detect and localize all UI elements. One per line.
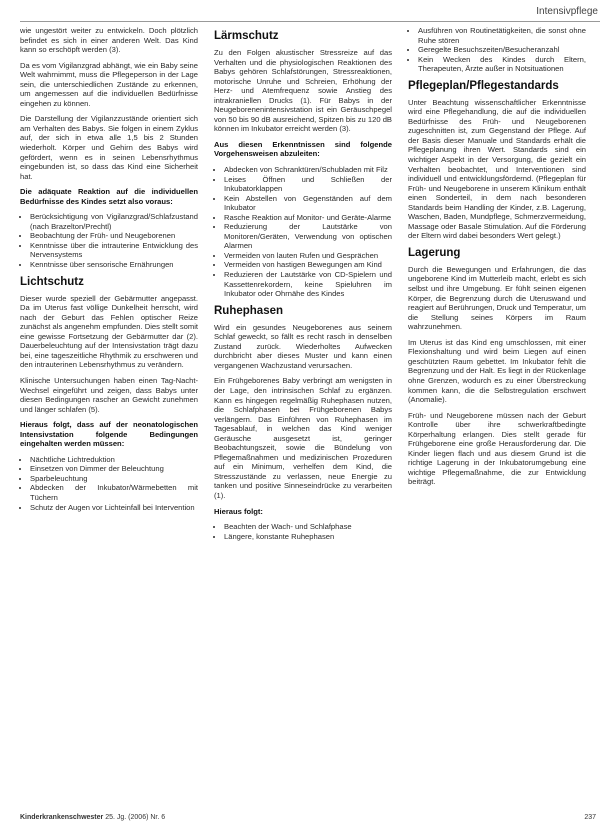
paragraph: Früh- und Neugeborene müssen nach der Geburt Kontrolle über ihre schwerkraftbedingte Körperhaltung erlangen. Dies stellt gerade für Frühgeborene eine große Herausforderung dar. Die Kinder liegen flach und aus diesem Grund ist die richtige Lagerung in der Inkubatorumgebung eine wichtige Pflegemaßnahme, die zur Entwicklung beiträgt. <box>408 410 586 487</box>
heading-lichtschutz: Lichtschutz <box>20 275 84 288</box>
list-item: • Reduzieren der Lautstärke von CD-Spielern und Kassettenrekordern, keine Spieluhren im Inkubator oder Ohrnähe des Kindes <box>224 270 392 299</box>
list-item: • Nächtliche Lichtreduktion <box>30 455 198 465</box>
list-item: • Vermeiden von lauten Rufen und Gesprächen <box>224 251 392 261</box>
footer <box>20 814 165 821</box>
list-item: • Kein Abstellen von Gegenständen auf dem Inkubator <box>224 194 392 213</box>
paragraph: Unter Beachtung wissenschaftlicher Erkenntnisse wird eine Pflegehandlung, die auf die individuellen Bedürfnisse des Früh- und Neugeborenen zugeschnitten ist, zum Gegenstand der Pflege. Auf der Basis dieser Manuale und Standards erhält die Pflegeplanung ihren Wert. Standards sind ein wichtiger Aspekt in der Versorgung, die gezielt ein Verhalten beobachtet, und Interventionen sind individuell und entwicklungsfördernd. (Pflegeplan für Früh- und Neugeborene in unserem Klinikum enthält einen Sonderteil, in dem nach besonderen Standards beim Handling der Kinder, z.B. Lagerung, Waschen, Baden, Mundpflege, Schmerzvermeidung, Massage oder Basale Stimulation. Auf die Förderung der Eltern wird dabei besonders Wert gelegt.) <box>408 97 586 241</box>
heading-laermschutz: Lärmschutz <box>214 30 279 42</box>
list-item: • Schutz der Augen vor Lichteinfall bei Intervention <box>30 503 198 513</box>
list-item: • Kenntnisse über die intrauterine Entwicklung des Nervensystems <box>30 241 198 260</box>
journal-name: Kinderkrankenschwester <box>20 814 104 821</box>
list-item: • Abdecken von Schranktüren/Schubladen mit Filz <box>224 165 392 175</box>
list-item: • Leises Öffnen und Schließen der Inkubatorklappen <box>224 175 392 194</box>
list-item: • Längere, konstante Ruhephasen <box>224 532 392 542</box>
list-item: • Ausführen von Routinetätigkeiten, die sonst ohne Ruhe stören <box>418 26 586 45</box>
list-item: • Beachten der Wach- und Schlafphase <box>224 522 392 532</box>
list-item: • Einsetzen von Dimmer der Beleuchtung <box>30 464 198 474</box>
bullet-list <box>214 165 392 299</box>
heading-ruhephasen: Ruhephasen <box>214 304 284 317</box>
paragraph: Dieser wurde speziell der Gebärmutter angepasst. Da im Uterus fast völlige Dunkelheit herrscht, wird nach der Geburt das Fehlen optischer Reize zunächst als angenehm empfunden. Dies stellt somit eine gewisse Fortsetzung der Gebärmutter dar (2). Dauerbeleuchtung auf der Intensivstation trägt dazu bei, eine tageszeitliche Rhythmik zu erschweren und den intrauterinen Lebensrhythmus zu verändern. <box>20 293 198 370</box>
list-item: • Geregelte Besuchszeiten/Besucheranzahl <box>418 45 586 55</box>
column-right <box>408 26 586 493</box>
lead-paragraph: Hieraus folgt, dass auf der neonatologischen Intensivstation folgende Bedingungen eingehalten werden müssen: <box>20 420 198 449</box>
header-rule <box>20 21 600 22</box>
list-item: • Berücksichtigung von Vigilanzgrad/Schlafzustand (nach Brazelton/Prechtl) <box>30 212 198 231</box>
lead-paragraph: Hieraus folgt: <box>214 506 263 516</box>
issue-info: 25. Jg. (2006) Nr. 6 <box>105 814 166 821</box>
heading-pflegeplan: Pflegeplan/Pflegestandards <box>408 79 559 92</box>
paragraph: Durch die Bewegungen und Erfahrungen, die das ungeborene Kind im Mutterleib macht, erlebt es sich selbst und ihre Umgebung. Er fühlt seinen eigenen Körper, die Begrenzung durch die Uteruswand und reagiert auf Berührungen, Druck und Temperatur, um die Stellung seines Körpers im Raum wahrzunehmen. <box>408 264 586 332</box>
bullet-list <box>214 522 392 541</box>
list-item: • Kein Wecken des Kindes durch Eltern, Therapeuten, Ärzte außer in Notsituationen <box>418 55 586 74</box>
list-item: • Kenntnisse über sensorische Ernährungen <box>30 260 198 270</box>
page-number: 237 <box>584 814 596 821</box>
paragraph: Klinische Untersuchungen haben einen Tag-Nacht-Wechsel eingeführt und zeigen, dass Babys unter diesen Bedingungen rascher an Gewicht zunehmen und länger schlafen (5). <box>20 375 198 414</box>
column-left <box>20 26 198 518</box>
list-item: • Vermeiden von hastigen Bewegungen am Kind <box>224 260 392 270</box>
bullet-list <box>20 212 198 269</box>
list-item: • Rasche Reaktion auf Monitor- und Geräte-Alarme <box>224 213 392 223</box>
column-middle <box>214 26 392 547</box>
paragraph: wie ungestört weiter zu entwickeln. Doch plötzlich befindet es sich in einer anderen Welt. Das Kind kann so erschöpft werden (3). <box>20 26 198 55</box>
lead-paragraph: Aus diesen Erkenntnissen sind folgende Vorgehensweisen abzuleiten: <box>214 139 392 159</box>
bullet-list <box>20 455 198 512</box>
bullet-list <box>408 26 586 74</box>
lead-paragraph: Die adäquate Reaktion auf die individuellen Bedürfnisse des Kindes setzt also voraus: <box>20 187 198 206</box>
heading-lagerung: Lagerung <box>408 246 461 259</box>
section-label: Intensivpflege <box>536 6 598 17</box>
list-item: • Abdecken der Inkubator/Wärmebetten mit Tüchern <box>30 483 198 502</box>
paragraph: Ein Frühgeborenes Baby verbringt am wenigsten in der Lage, den intrinsischen Schlaf zu ergänzen. Kann es hingegen regelmäßig Ruhephasen nutzen, die Schlafphasen bei Frühgeborenen Babys verlängern. Das Einführen von Ruhephasen im Tagesablauf, in welchen das Kind weniger Geräusche ausgesetzt ist, geringer Beobachtungszeit, sowie die Bündelung von Pflegemaßnahmen und medizinischen Prozeduren auf ein Minimum, verhelfen dem Kind, die Stresszustände zu verlassen, neue Energie zu tanken und positive Sinneseindrücke zu verarbeiten (1). <box>214 376 392 500</box>
list-item: • Reduzierung der Lautstärke von Monitoren/Geräten, Verwendung von optischen Alarmen <box>224 222 392 251</box>
list-item: • Sparbeleuchtung <box>30 474 198 484</box>
paragraph: Die Darstellung der Vigilanzzustände orientiert sich am Verhalten des Babys. Sie folgen in einem Zyklus auf, der sich in etwa alle 1,5 bis 2 Stunden wiederholt. Körper und Gehirn des Babys wird gefördert, wenn es in seinen Lebensrhythmus eingebunden ist, so dass das Kind eine Sicherheit hat. <box>20 114 198 181</box>
paragraph: Zu den Folgen akustischer Stressreize auf das Verhalten und die physiologischen Reaktionen des Babys gehören Schlafstörungen, Stressreaktionen, motorische Unruhe und Schreien, Erhöhung der Herz- und Atemfrequenz sowie Anstieg des intrakraniellen Drucks (1). Für Babys in der Neugeborenenintensivstation ist ein Geräuschpegel von 50 bis 90 dB ausreichend, Spitzen bis zu 120 dB können im Inkubator erreicht werden (3). <box>214 48 392 134</box>
list-item: • Beobachtung der Früh- und Neugeborenen <box>30 231 198 241</box>
paragraph: Im Uterus ist das Kind eng umschlossen, mit einer Flexionshaltung und wird beim Liegen auf einen geschützten Raum gebettet. Im Inkubator fehlt die Begrenzung und der Halt. Es liegt in der Rückenlage ohne Grenzen, wodurch es zu einer Überstreckung kommen kann, die die Selbstregulation erschwert (Anomalie). <box>408 337 586 405</box>
paragraph: Da es vom Vigilanzgrad abhängt, wie ein Baby seine Welt wahrnimmt, muss die Pflegeperson in der Lage sein, die unterschiedlichen Zustände zu erkennen, um angemessen auf die individuellen Bedürfnisse eingehen zu können. <box>20 60 198 108</box>
paragraph: Wird ein gesundes Neugeborenes aus seinem Schlaf geweckt, so fällt es recht rasch in denselben Zustand zurück. Wiederholtes Aufwecken durchbricht aber dieses Muster und kann einen vergangenen Wachzustand verursachen. <box>214 322 392 370</box>
